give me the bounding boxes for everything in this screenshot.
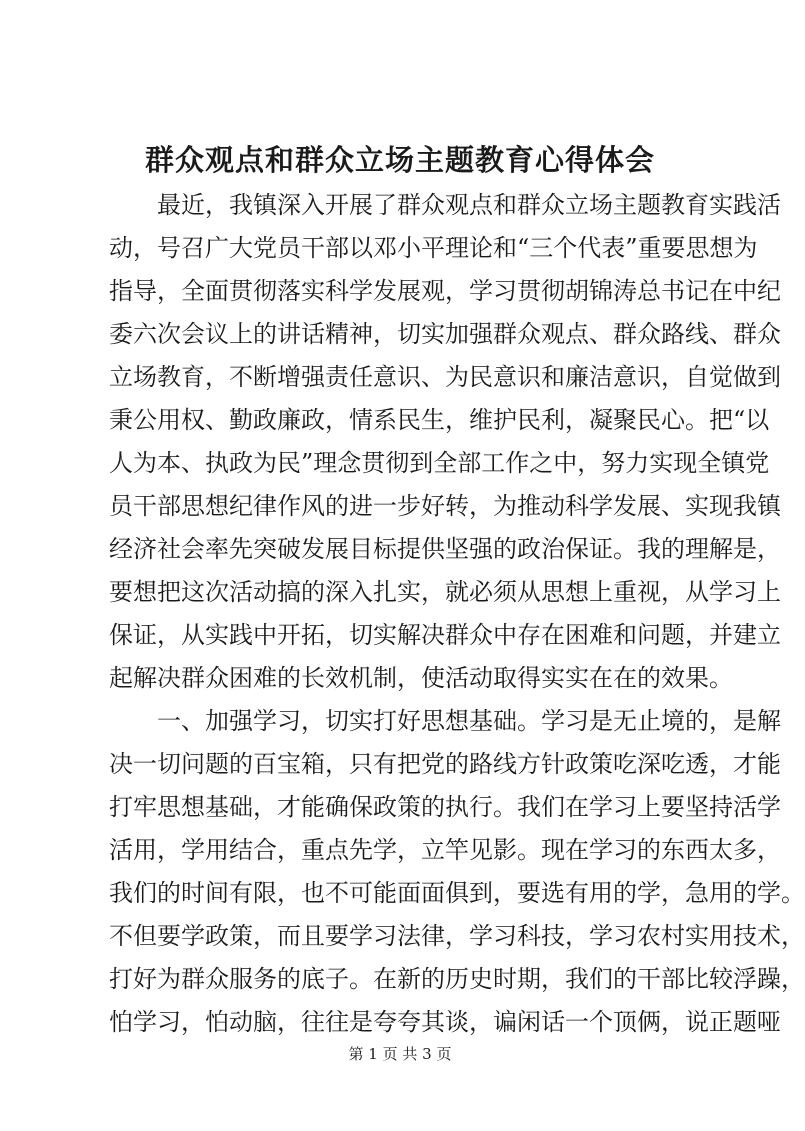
- body-line: 员干部思想纪律作风的进一步好转，为推动科学发展、实现我镇: [109, 492, 781, 520]
- body-line: 秉公用权、勤政廉政，情系民生，维护民利，凝聚民心。把“以: [109, 406, 770, 434]
- body-line: 起解决群众困难的长效机制，使活动取得实实在在的效果。: [109, 664, 733, 692]
- body-line: 立场教育，不断增强责任意识、为民意识和廉洁意识，自觉做到: [109, 363, 781, 391]
- body-line: 打好为群众服务的底子。在新的历史时期，我们的干部比较浮躁，: [109, 965, 805, 993]
- body-line: 打牢思想基础，才能确保政策的执行。我们在学习上要坚持活学: [109, 793, 781, 821]
- body-line: 不但要学政策，而且要学习法律，学习科技，学习农村实用技术，: [109, 922, 805, 950]
- body-line: 保证，从实践中开拓，切实解决群众中存在困难和问题，并建立: [109, 621, 781, 649]
- document-title: 群众观点和群众立场主题教育心得体会: [144, 143, 655, 177]
- body-line: 经济社会率先突破发展目标提供坚强的政治保证。我的理解是，: [109, 535, 781, 563]
- body-line: 一、加强学习，切实打好思想基础。学习是无止境的，是解: [157, 707, 781, 735]
- body-line: 最近，我镇深入开展了群众观点和群众立场主题教育实践活: [157, 191, 781, 219]
- body-line: 怕学习，怕动脑，往往是夸夸其谈，谝闲话一个顶俩，说正题哑: [109, 1008, 781, 1036]
- body-line: 委六次会议上的讲话精神，切实加强群众观点、群众路线、群众: [109, 320, 781, 348]
- body-line: 人为本、执政为民”理念贯彻到全部工作之中，努力实现全镇党: [109, 449, 770, 477]
- body-line: 活用，学用结合，重点先学，立竿见影。现在学习的东西太多，: [109, 836, 781, 864]
- body-line: 要想把这次活动搞的深入扎实，就必须从思想上重视，从学习上: [109, 578, 781, 606]
- body-line: 指导，全面贯彻落实科学发展观，学习贯彻胡锦涛总书记在中纪: [109, 277, 781, 305]
- body-line: 动，号召广大党员干部以邓小平理论和“三个代表”重要思想为: [109, 234, 758, 262]
- document-body: [109, 184, 805, 1044]
- body-line: 我们的时间有限，也不可能面面俱到，要选有用的学，急用的学。: [109, 879, 805, 907]
- page-footer: 第 1 页 共 3 页: [348, 1045, 452, 1063]
- body-line: 决一切问题的百宝箱，只有把党的路线方针政策吃深吃透，才能: [109, 750, 781, 778]
